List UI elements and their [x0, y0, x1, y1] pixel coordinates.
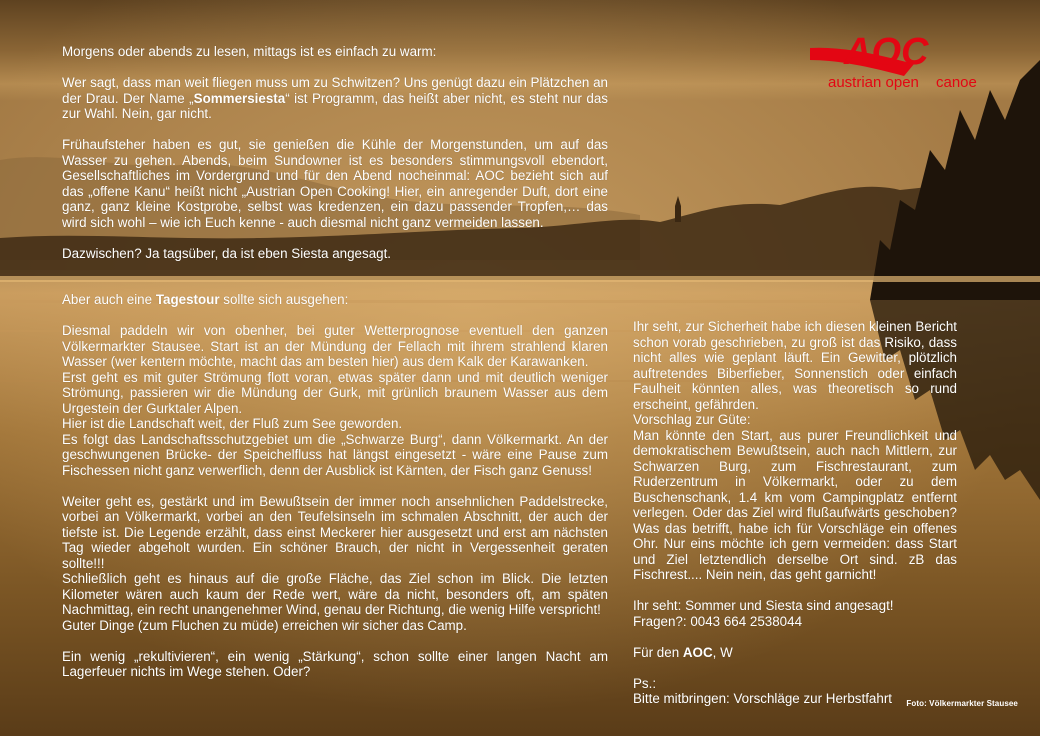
- paragraph-1-text-a: Wer sagt, dass man weit fliegen muss um zu Schwitzen? Uns genügt dazu ein Plätzchen an der Drau. Der Name „: [62, 75, 608, 106]
- right-summary: Ihr seht: Sommer und Siesta sind angesagt!: [633, 598, 894, 613]
- paragraph-5-line-2: Erst geht es mit guter Strömung flott voran, etwas später dann und mit deutlich weniger Strömung, passieren wir die Mündung der Gurk, mit grünlich braunem Wasser aus dem Urgestein der Gurktaler Alpen.: [62, 369, 608, 416]
- right-questions-phone: Fragen?: 0043 664 2538044: [633, 613, 803, 629]
- sommersiesta-term: Sommersiesta: [193, 90, 286, 106]
- signature-text-a: Für den: [633, 644, 683, 660]
- tagestour-term: Tagestour: [155, 292, 220, 307]
- paragraph-7: Ein wenig „rekultivieren“, ein wenig „Stärkung“, schon sollte einer langen Nacht am Lagerfeuer nichts im Wege stehen. Oder?: [62, 648, 608, 679]
- paragraph-4: [62, 292, 608, 308]
- paragraph-4-text-b: sollte sich ausgehen:: [219, 292, 349, 307]
- signature-text-b: , W: [712, 644, 733, 660]
- paragraph-3: Dazwischen? Ja tagsüber, da ist eben Siesta angesagt.: [62, 245, 392, 261]
- logo-mark: AOC: [844, 31, 929, 73]
- photo-credit: Foto: Völkermarkter Stausee: [906, 699, 1018, 708]
- paragraph-5-line-1: Diesmal paddeln wir von obenher, bei guter Wetterprognose eventuell den ganzen Völkermarkter Stausee. Start ist an der Mündung der Fellach mit ihrem strahlend klaren Wasser (wer kentern möchte, macht das am besten hier) aus dem Kalk der Karawanken.: [62, 323, 608, 369]
- left-column: [62, 44, 608, 680]
- paragraph-5-line-4: Es folgt das Landschaftsschutzgebiet um die „Schwarze Burg“, dann Völkermarkt. An der geschwungenen Brücke- der Speichelfluss hat längst eingesetzt - wäre eine Pause zum Fischessen nicht ganz verwerflich, denn der Ausblick ist Kärnten, der Fisch ganz Genuss!: [62, 431, 608, 478]
- intro-line: Morgens oder abends zu lesen, mittags ist es einfach zu warm:: [62, 44, 437, 59]
- right-suggestion-heading: Vorschlag zur Güte:: [633, 412, 751, 427]
- paragraph-6-line-3: Guter Dinge (zum Fluchen zu müde) erreichen wir sicher das Camp.: [62, 617, 467, 633]
- logo-wordmark-2: canoe: [936, 74, 977, 91]
- right-ps-text: Bitte mitbringen: Vorschläge zur Herbstfahrt: [633, 691, 893, 706]
- paragraph-1: [62, 75, 608, 122]
- paragraph-6-line-1: Weiter geht es, gestärkt und im Bewußtsein der immer noch ansehnlichen Paddelstrecke, vorbei an Völkermarkt, vorbei an den Teufelsinseln im schmalen Abschnitt, der auch der tiefste ist. Die Legende erzählt, dass einst Meckerer hier ausgesetzt und erst am nächsten Tag wieder abgeholt wurden. Ein schöner Brauch, der nicht in Vergessenheit geraten sollte!!!: [62, 493, 608, 571]
- paragraph-2: Frühaufsteher haben es gut, sie genießen die Kühle der Morgenstunden, um auf das Wasser zu gehen. Abends, beim Sundowner ist es besonders stimmungsvoll ebendort, Gesellschaftliches im Vordergrund und für den Abend nocheinmal: AOC bezieht sich auf das „offene Kanu“ heißt nicht „Austrian Open Cooking! Hier, ein anregender Duft, dort eine ganz, ganz kleine Kostprobe, selbst was kredenzen, ein dazu passender Tropfen,… das wird sich wohl – wie ich Euch kenne - auch diesmal nicht ganz vermeiden lassen.: [62, 137, 608, 230]
- right-paragraph-1: Ihr seht, zur Sicherheit habe ich diesen kleinen Bericht schon vorab geschrieben, zu groß ist das Risiko, dass nicht alles wie geplant läuft. Ein Gewitter, plötzlich auftretendes Biberfieber, Sonnenstich oder einfach Faulheit könnten alles, was theoretisch so rund erscheint, gefährden.: [633, 319, 957, 412]
- paragraph-6-line-2: Schließlich geht es hinaus auf die große Fläche, das Ziel schon im Blick. Die letzten Kilometer wären auch kaum der Rede wert, wäre da nicht, besonders oft, am späten Nachmittag, ein recht unangenehmer Wind, genau der Richtung, die wenig Hilfe verspricht!: [62, 571, 608, 617]
- right-paragraph-2: Man könnte den Start, aus purer Freundlichkeit und demokratischem Bewußtsein, auch nach Mittlern, zur Schwarzen Burg, zum Fischrestaurant, zum Ruderzentrum in Völkermarkt, oder zu dem Buschenschank, 1.4 km vom Campingplatz entfernt verlegen. Oder das Ziel wird flußaufwärts geschoben? Was das betrifft, habe ich für Vorschläge ein offenes Ohr. Nur eins möchte ich gern vermeiden: dass Start und Ziel letztendlich derselbe Ort sind. zB das Fischrest.... Nein nein, das geht garnicht!: [633, 427, 957, 582]
- aoc-logo: [804, 20, 1024, 94]
- paragraph-4-text-a: Aber auch eine: [62, 292, 156, 307]
- logo-wordmark-1: austrian open: [828, 74, 919, 91]
- right-signature: [633, 645, 957, 661]
- paragraph-5-line-3: Hier ist die Landschaft weit, der Fluß zum See geworden.: [62, 416, 403, 431]
- right-column: [633, 319, 957, 707]
- right-ps-label: Ps.:: [633, 675, 657, 691]
- signature-aoc: AOC: [682, 644, 713, 660]
- paragraph-1-text-b: “ ist Programm, das heißt aber nicht, es steht nur das zur Wahl. Nein, gar nicht.: [62, 90, 608, 121]
